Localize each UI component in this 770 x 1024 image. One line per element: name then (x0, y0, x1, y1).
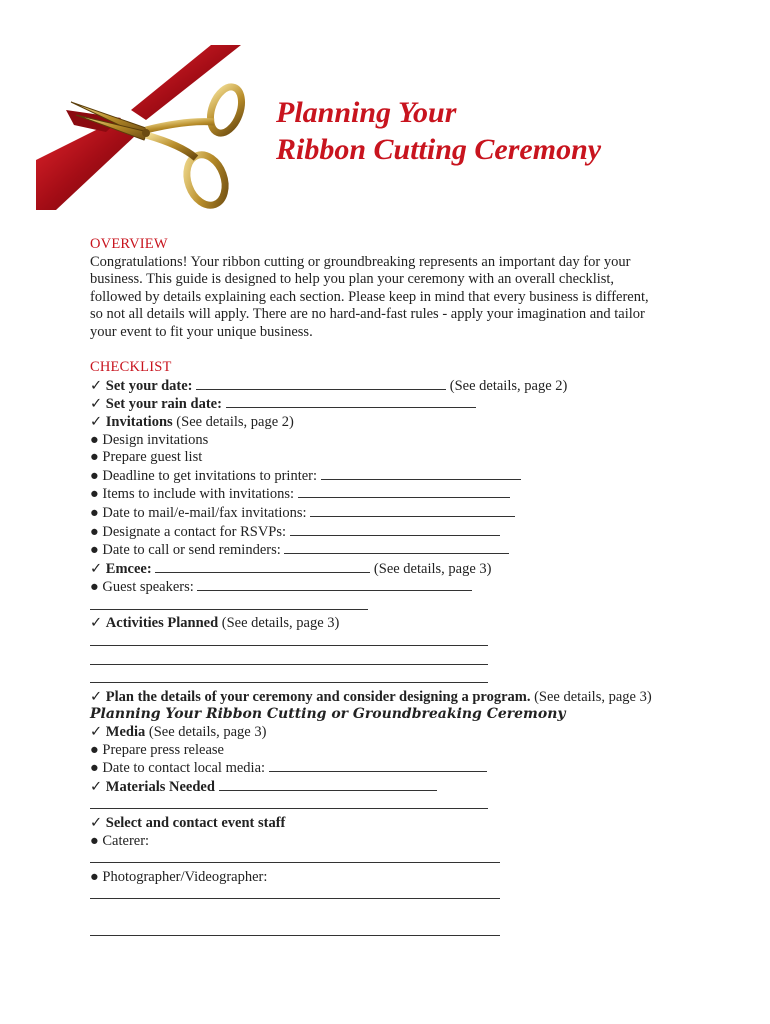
bullet-icon: ● (90, 486, 99, 503)
bullet-icon: ● (90, 467, 99, 484)
bullet-icon: ● (90, 431, 99, 448)
blank-line[interactable] (196, 377, 446, 390)
bullet-item: ● Caterer: (90, 832, 150, 849)
overview-line: your event to fit your unique business. (90, 323, 313, 340)
blank-line[interactable] (90, 796, 488, 809)
checklist-item-set-date: ✓ Set your date: (See details, page 2) (90, 377, 568, 394)
overview-heading: OVERVIEW (90, 236, 168, 252)
bullet-icon: ● (90, 760, 99, 777)
blank-line[interactable] (226, 395, 476, 408)
bullet-icon: ● (90, 579, 99, 596)
checkmark-icon: ✓ (90, 413, 103, 430)
blank-line[interactable] (284, 541, 509, 554)
title-line-1: Planning Your (276, 96, 457, 129)
blank-line[interactable] (310, 504, 515, 517)
checkmark-icon: ✓ (90, 396, 103, 413)
blank-line[interactable] (269, 759, 487, 772)
bullet-icon: ● (90, 449, 99, 466)
blank-line[interactable] (197, 578, 472, 591)
checkmark-icon: ✓ (90, 377, 103, 394)
blank-line[interactable] (290, 523, 500, 536)
title-line-2: Ribbon Cutting Ceremony (276, 133, 602, 166)
bullet-item: ● Items to include with invitations: (90, 485, 690, 504)
checklist-item-event-staff: ✓ Select and contact event staff (90, 815, 286, 831)
bullet-item: ● Photographer/Videographer: (90, 868, 268, 885)
bullet-icon: ● (90, 741, 99, 758)
blank-line[interactable] (219, 778, 437, 791)
planning-subheading: Planning Your Ribbon Cutting or Groundbreaking Ceremony (90, 706, 566, 723)
bullet-item: ● Date to mail/e-mail/fax invitations: (90, 504, 690, 523)
checklist-item-emcee: ✓ Emcee: (See details, page 3) (90, 560, 492, 577)
checklist-item-materials: ✓ Materials Needed (90, 778, 690, 797)
checklist-item-media: ✓ Media (See details, page 3) (90, 724, 267, 741)
bullet-item: ● Deadline to get invitations to printer: (90, 467, 690, 486)
checklist-item-rain-date: ✓ Set your rain date: (90, 395, 690, 414)
bullet-icon: ● (90, 542, 99, 559)
checkmark-icon: ✓ (90, 560, 103, 577)
blank-line[interactable] (90, 850, 500, 863)
checklist-heading: CHECKLIST (90, 359, 172, 376)
blank-line[interactable] (321, 467, 521, 480)
bullet-icon: ● (90, 504, 99, 521)
bullet-icon: ● (90, 832, 99, 849)
bullet-item: ● Designate a contact for RSVPs: (90, 523, 690, 542)
bullet-item: ● Prepare press release (90, 741, 224, 758)
checklist-item-plan-details: ✓ Plan the details of your ceremony and consider designing a program. (See details, page 3) (90, 688, 652, 705)
checklist-item-invitations: ✓ Invitations (See details, page 2) (90, 413, 294, 430)
overview-line: so not all details will apply. There are no hard-and-fast rules - apply your imagination and tailor (90, 306, 645, 323)
blank-row (90, 597, 690, 616)
checkmark-icon: ✓ (90, 815, 103, 831)
checkmark-icon: ✓ (90, 778, 103, 795)
bullet-item: ● Date to contact local media: (90, 759, 690, 778)
checkmark-icon: ✓ (90, 724, 103, 741)
blank-line[interactable] (90, 633, 488, 646)
blank-line[interactable] (298, 485, 510, 498)
blank-line[interactable] (155, 560, 370, 573)
blank-line[interactable] (90, 886, 500, 899)
bullet-item: ● Date to call or send reminders: (90, 541, 690, 560)
page-title (276, 94, 601, 168)
checkmark-icon: ✓ (90, 615, 103, 632)
document-body (90, 236, 690, 941)
checkmark-icon: ✓ (90, 688, 103, 705)
blank-line[interactable] (90, 670, 488, 683)
blank-line[interactable] (90, 597, 368, 610)
overview-line: followed by details explaining each section. Please keep in mind that every business is different, (90, 288, 649, 305)
checklist-item-activities: ✓ Activities Planned (See details, page 3) (90, 615, 340, 632)
bullet-item: ● Guest speakers: (90, 578, 690, 597)
bullet-icon: ● (90, 868, 99, 885)
blank-line[interactable] (90, 652, 488, 665)
overview-line: business. This guide is designed to help you plan your ceremony with an overall checklist, (90, 271, 615, 288)
scissors-ribbon-icon (36, 40, 246, 215)
overview-line: Congratulations! Your ribbon cutting or groundbreaking represents an important day for your (90, 253, 631, 270)
bullet-icon: ● (90, 523, 99, 540)
blank-line[interactable] (90, 923, 500, 936)
bullet-item: ● Design invitations (90, 431, 209, 448)
bullet-item: ● Prepare guest list (90, 449, 203, 466)
